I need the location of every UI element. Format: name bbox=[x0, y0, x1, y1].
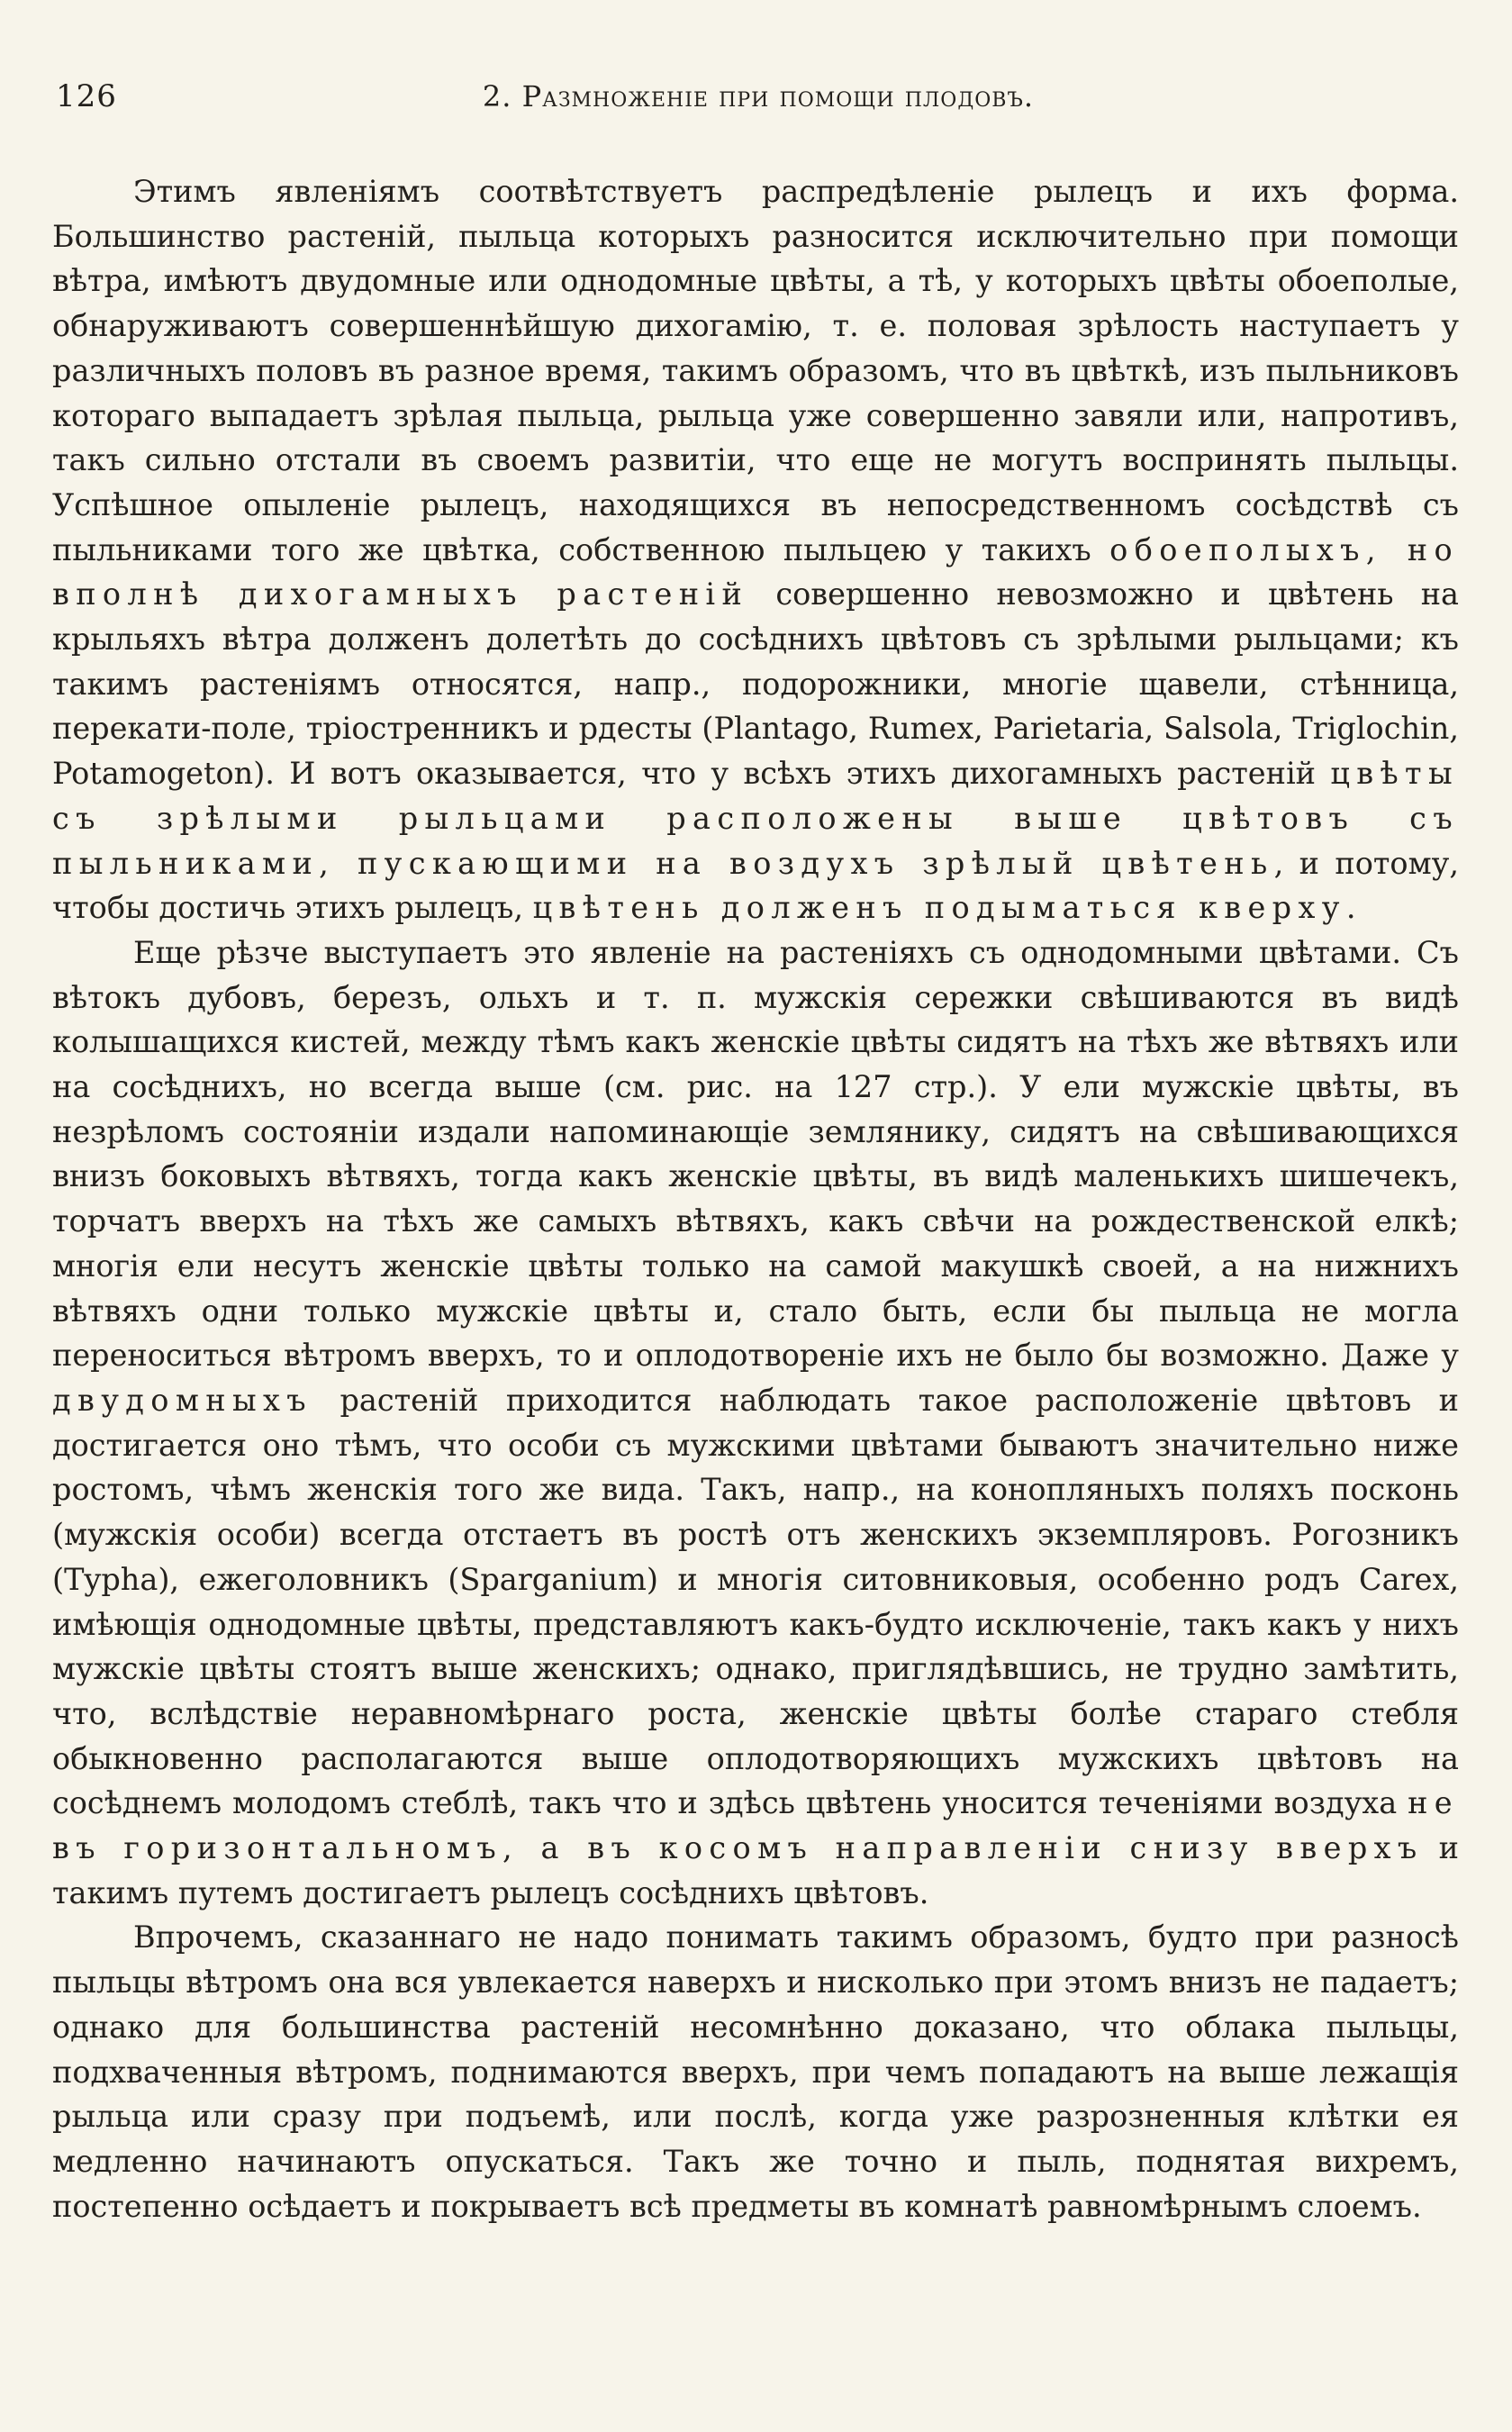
paragraph-1 bbox=[52, 169, 1459, 930]
spaced-emphasis: обоеполыхъ, но вполнѣ дихогамныхъ растеній bbox=[52, 531, 1459, 613]
text-segment: растеній приходится наблюдать такое расположеніе цвѣтовъ и достигается оно тѣмъ, что особи съ мужскими цвѣтами бываютъ значительно ниже ростомъ, чѣмъ женскія того же вида. Такъ, напр., на конопляныхъ поляхъ посконь (мужскія особи) всегда отстаетъ въ ростѣ отъ женскихъ экземпляровъ. Рогозникъ (Typha), ежеголовникъ (Sparganium) и многія ситовниковыя, особенно родъ Carex, имѣющія однодомные цвѣты, представляютъ какъ-будто исключеніе, такъ какъ у нихъ мужскіе цвѣты стоятъ выше женскихъ; однако, приглядѣвшись, не трудно замѣтить, что, вслѣдствіе неравномѣрнаго роста, женскіе цвѣты болѣе стараго стебля обыкновенно располагаются выше оплодотворяющихъ мужскихъ цвѣтовъ на сосѣднемъ молодомъ стеблѣ, такъ что и здѣсь цвѣтень уносится теченіями воздуха bbox=[52, 1382, 1459, 1821]
text-segment: и такимъ путемъ достигаетъ рылецъ сосѣднихъ цвѣтовъ. bbox=[52, 1830, 1459, 1910]
page-number: 126 bbox=[56, 78, 117, 114]
page-header bbox=[56, 74, 1461, 119]
text-segment: Еще рѣзче выступаетъ это явленіе на растеніяхъ съ однодомными цвѣтами. Съ вѣтокъ дубовъ, березъ, ольхъ и т. п. мужскія сережки свѣшиваются въ видѣ колышащихся кистей, между тѣмъ какъ женскіе цвѣты сидятъ на тѣхъ же вѣтвяхъ или на сосѣднихъ, но всегда выше (см. рис. на 127 стр.). У ели мужскіе цвѣты, въ незрѣломъ состояніи издали напоминающіе землянику, сидятъ на свѣшивающихся внизъ боковыхъ вѣтвяхъ, тогда какъ женскіе цвѣты, въ видѣ маленькихъ шишечекъ, торчатъ вверхъ на тѣхъ же самыхъ вѣтвяхъ, какъ свѣчи на рождественской елкѣ; многія ели несутъ женскіе цвѣты только на самой макушкѣ своей, а на нижнихъ вѣтвяхъ одни только мужскіе цвѣты и, стало быть, если бы пыльца не могла переноситься вѣтромъ вверхъ, то и оплодотвореніе ихъ не было бы возможно. Даже у bbox=[52, 934, 1459, 1374]
text-segment: Впрочемъ, сказаннаго не надо понимать такимъ образомъ, будто при разносѣ пыльцы вѣтромъ она вся увлекается наверхъ и нисколько при этомъ внизъ не падаетъ; однако для большинства растеній несомнѣнно доказано, что облака пыльцы, подхваченныя вѣтромъ, поднимаются вверхъ, при чемъ попадаютъ на выше лежащія рыльца или сразу при подъемѣ, или послѣ, когда уже разрозненныя клѣтки ея медленно начинаютъ опускаться. Такъ же точно и пыль, поднятая вихремъ, постепенно осѣдаетъ и покрываетъ всѣ предметы въ комнатѣ равномѣрнымъ слоемъ. bbox=[52, 1919, 1459, 2224]
text-segment: . bbox=[1345, 890, 1356, 926]
paragraph-2 bbox=[52, 930, 1459, 1915]
text-segment: Этимъ явленіямъ соотвѣтствуетъ распредѣленіе рылецъ и ихъ форма. Большинство растеній, пыльца которыхъ разносится исключительно при помощи вѣтра, имѣютъ двудомные или однодомные цвѣты, а тѣ, у которыхъ цвѣты обоеполые, обнаруживаютъ совершеннѣйшую дихогамію, т. е. половая зрѣлость наступаетъ у различныхъ половъ въ разное время, такимъ образомъ, что въ цвѣткѣ, изъ пыльниковъ котораго выпадаетъ зрѣлая пыльца, рыльца уже совершенно завяли или, напротивъ, такъ сильно отстали въ своемъ развитіи, что еще не могутъ воспринять пыльцы. Успѣшное опыленіе рылецъ, находящихся въ непосредственномъ сосѣдствѣ съ пыльниками того же цвѣтка, собственною пыльцею у такихъ bbox=[52, 174, 1459, 567]
spaced-emphasis: не въ горизонтальномъ, а въ косомъ направленіи снизу вверхъ bbox=[52, 1785, 1459, 1866]
paragraph-3 bbox=[52, 1915, 1459, 2228]
body-text bbox=[52, 169, 1459, 2228]
text-segment: совершенно невозможно и цвѣтень на крыльяхъ вѣтра долженъ долетѣть до сосѣднихъ цвѣтовъ съ зрѣлыми рыльцами; къ такимъ растеніямъ относятся, напр., подорожники, многіе щавели, стѣнница, перекати-поле, тріостренникъ и рдесты (Plantago, Rumex, Parietaria, Salsola, Triglochin, Potamogeton). И вотъ оказывается, что у всѣхъ этихъ дихогамныхъ растеній bbox=[52, 576, 1460, 792]
spaced-emphasis: цвѣтень долженъ подыматься кверху bbox=[532, 890, 1346, 926]
running-head: 2. Размноженіе при помощи плодовъ. bbox=[482, 79, 1035, 113]
spaced-emphasis: двудомныхъ bbox=[52, 1382, 312, 1418]
text-segment: , и потому, чтобы достичь этихъ рылецъ, bbox=[52, 845, 1459, 926]
spaced-emphasis: цвѣты съ зрѣлыми рыльцами расположены выше цвѣтовъ съ пыльниками, пускающими на воздухъ зрѣлый цвѣтень bbox=[52, 756, 1459, 881]
